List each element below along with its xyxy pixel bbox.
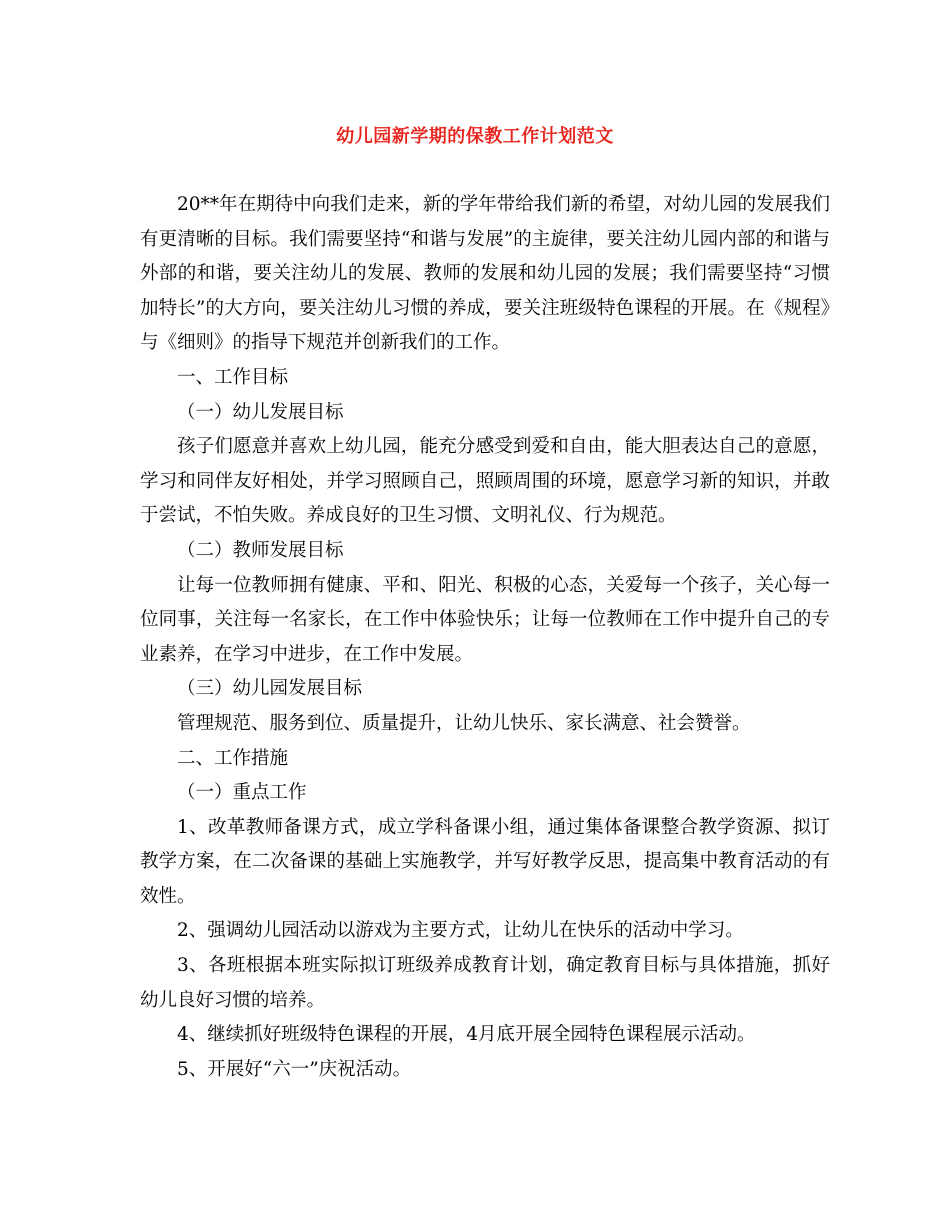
document-title: 幼儿园新学期的保教工作计划范文 xyxy=(336,126,614,147)
key-work-item-4: 4、继续抓好班级特色课程的开展，4月底开展全园特色课程展示活动。 xyxy=(177,1024,756,1046)
child-goals-paragraph: 孩子们愿意并喜欢上幼儿园，能充分感受到爱和自由，能大胆表达自己的意愿，学习和同伴友好相处，并学习照顾自己，照顾周围的环境，愿意学习新的知识，并敢于尝试，不怕失败。养成良好的卫生习惯、文明礼仪、行为规范。 xyxy=(140,436,830,527)
subsection-heading-kindergarten-goals: （三）幼儿园发展目标 xyxy=(177,678,363,700)
key-work-item-3: 3、各班根据本班实际拟订班级养成教育计划，确定教育目标与具体措施，抓好幼儿良好习惯的培养。 xyxy=(140,955,830,1011)
document-body xyxy=(140,188,830,1087)
key-work-item-5: 5、开展好“六一”庆祝活动。 xyxy=(177,1058,412,1080)
subsection-heading-teacher-goals: （二）教师发展目标 xyxy=(177,539,344,561)
key-work-item-2: 2、强调幼儿园活动以游戏为主要方式，让幼儿在快乐的活动中学习。 xyxy=(177,920,744,942)
teacher-goals-paragraph: 让每一位教师拥有健康、平和、阳光、积极的心态，关爱每一个孩子，关心每一位同事，关注每一名家长，在工作中体验快乐；让每一位教师在工作中提升自己的专业素养，在学习中进步，在工作中发展。 xyxy=(140,574,830,665)
section-heading-goals: 一、工作目标 xyxy=(177,366,289,388)
kindergarten-goals-paragraph: 管理规范、服务到位、质量提升，让幼儿快乐、家长满意、社会赞誉。 xyxy=(177,712,751,734)
key-work-item-1: 1、改革教师备课方式，成立学科备课小组，通过集体备课整合教学资源、拟订教学方案，在二次备课的基础上实施教学，并写好教学反思，提高集中教育活动的有效性。 xyxy=(140,816,830,907)
section-heading-measures: 二、工作措施 xyxy=(177,747,289,769)
intro-paragraph: 20**年在期待中向我们走来，新的学年带给我们新的希望，对幼儿园的发展我们有更清晰的目标。我们需要坚持“和谐与发展”的主旋律，要关注幼儿园内部的和谐与外部的和谐，要关注幼儿的发展、教师的发展和幼儿园的发展；我们需要坚持“习惯加特长”的大方向，要关注幼儿习惯的养成，要关注班级特色课程的开展。在《规程》与《细则》的指导下规范并创新我们的工作。 xyxy=(140,194,830,354)
subsection-heading-key-work: （一）重点工作 xyxy=(177,782,307,804)
subsection-heading-child-goals: （一）幼儿发展目标 xyxy=(177,401,344,423)
